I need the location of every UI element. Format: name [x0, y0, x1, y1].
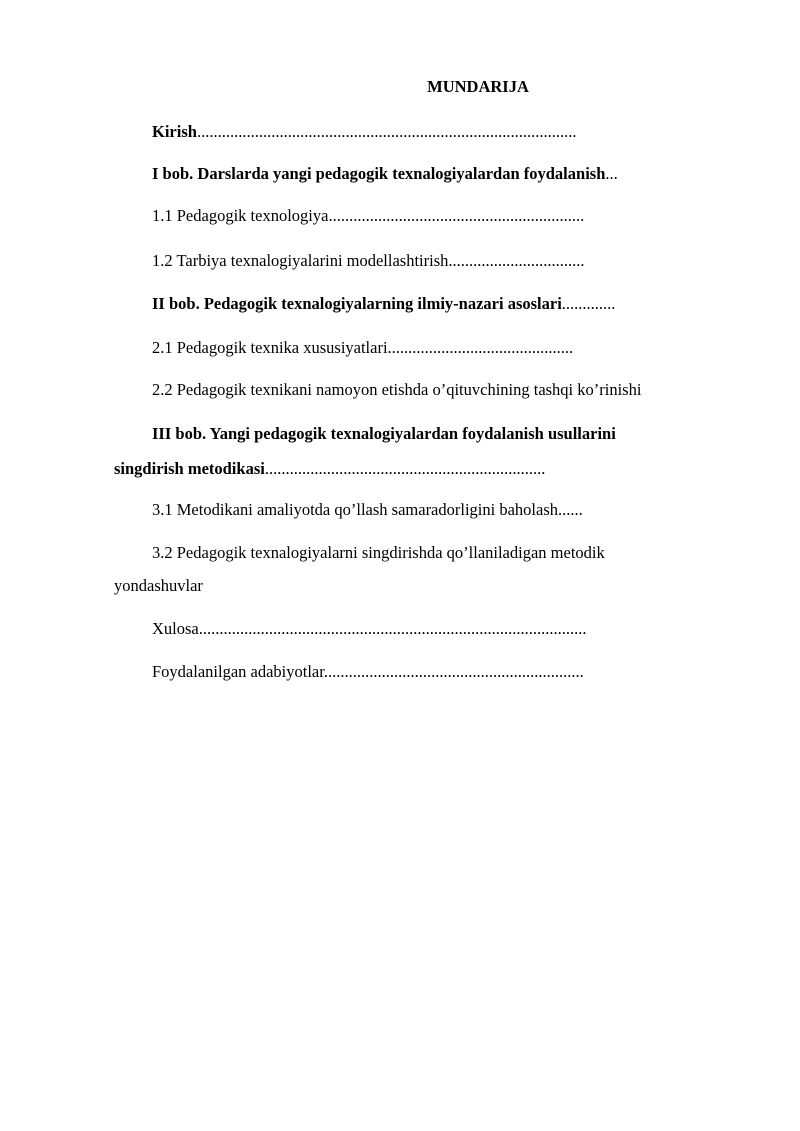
toc-entry-text: 3.1 Metodikani amaliyotda qo’llash samaradorligini baholash: [152, 500, 558, 519]
toc-dots: ......: [558, 500, 583, 519]
toc-entry-1-2: [114, 251, 714, 271]
toc-dots: ..............................................................: [328, 206, 585, 225]
toc-dots: ...............................................................: [323, 662, 584, 681]
toc-entry-text-line2: singdirish metodikasi: [114, 459, 265, 478]
toc-entry-text-line1: 3.2 Pedagogik texnalogiyalarni singdirishda qo’llaniladigan metodik: [152, 543, 605, 562]
toc-entry-xulosa: [114, 619, 714, 639]
toc-entry-chapter-3: [114, 424, 714, 479]
toc-dots: .................................: [448, 251, 585, 270]
toc-dots: ...: [605, 164, 618, 183]
toc-dots: .............................................: [387, 338, 574, 357]
toc-entry-text: Xulosa: [152, 619, 199, 638]
toc-entry-adabiyotlar: [114, 662, 714, 682]
toc-entry-1-1: [114, 206, 714, 226]
toc-entry-2-1: [114, 338, 714, 358]
toc-entry-text: Kirish: [152, 122, 197, 141]
toc-entry-2-2: [114, 380, 714, 400]
toc-entry-text-line1: III bob. Yangi pedagogik texnalogiyalardan foydalanish usullarini: [152, 424, 616, 443]
toc-entry-text-line2: yondashuvlar: [114, 576, 203, 595]
toc-entry-chapter-1: [114, 164, 714, 184]
toc-entry-text: II bob. Pedagogik texnalogiyalarning ilmiy-nazari asoslari: [152, 294, 562, 313]
toc-entry-kirish: [114, 122, 714, 142]
toc-entry-text: 1.1 Pedagogik texnologiya: [152, 206, 329, 225]
page-title: MUNDARIJA: [427, 77, 529, 96]
toc-entry-text: 2.2 Pedagogik texnikani namoyon etishda o’qituvchining tashqi ko’rinishi: [152, 380, 642, 399]
toc-entry-text: Foydalanilgan adabiyotlar: [152, 662, 324, 681]
toc-entry-3-1: [114, 500, 714, 520]
toc-entry-text: 2.1 Pedagogik texnika xususiyatlari: [152, 338, 388, 357]
toc-entry-3-2: [114, 543, 714, 596]
toc-entry-chapter-2: [114, 294, 714, 314]
toc-dots: ............................................................................................: [196, 122, 577, 141]
toc-entry-text: I bob. Darslarda yangi pedagogik texnalogiyalardan foydalanish: [152, 164, 606, 183]
toc-dots: ....................................................................: [264, 459, 546, 478]
toc-dots: .............: [561, 294, 616, 313]
toc-entry-text: 1.2 Tarbiya texnalogiyalarini modellashtirish: [152, 251, 449, 270]
toc-dots: ..............................................................................................: [198, 619, 587, 638]
